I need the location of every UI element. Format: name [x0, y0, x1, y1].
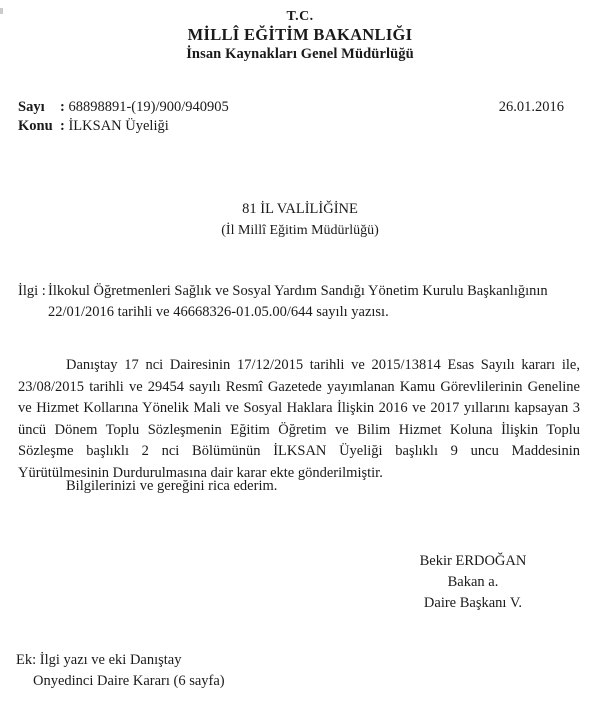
document-date: 26.01.2016 [498, 99, 564, 115]
sayi-colon: : [60, 99, 65, 115]
signature-on-behalf: Bakan a. [447, 574, 499, 590]
addressee-secondary: (İl Millî Eğitim Müdürlüğü) [221, 223, 379, 238]
konu-colon: : [60, 118, 65, 134]
signature-block [355, 551, 591, 614]
attachment-line-1: Ek: İlgi yazı ve eki Danıştay [16, 652, 182, 668]
body-text [18, 355, 580, 484]
reference-block [18, 281, 582, 323]
letterhead-department: İnsan Kaynakları Genel Müdürlüğü [186, 46, 414, 62]
sayi-row [18, 98, 582, 117]
body-paragraph: Danıştay 17 nci Dairesinin 17/12/2015 tarihli ve 2015/13814 Esas Sayılı kararı ile, 23/08/2015 tarihli ve 29454 sayılı Resmî Gazetede yayımlanan Kamu Görevlilerinin Geneline ve Hizmet Kollarına Yönelik Mali ve Sosyal Haklara İlişkin 2016 ve 2017 yıllarını kapsayan 3 üncü Dönem Toplu Sözleşmenin Eğitim Öğretim ve Bilim Hizmet Koluna İlişkin Toplu Sözleşme başlıklı 2 nci Bölümünün İLKSAN Üyeliği başlıklı 9 uncu Maddesinin Yürütülmesinin Durdurulmasına dair karar ekte gönderilmiştir. [18, 357, 580, 481]
closing-line: Bilgilerinizi ve gereğini rica ederim. [66, 478, 278, 494]
konu-label: Konu [18, 118, 53, 134]
reference-line-1: İlkokul Öğretmenleri Sağlık ve Sosyal Yardım Sandığı Yönetim Kurulu Başkanlığının [48, 283, 548, 299]
sayi-value: 68898891-(19)/900/940905 [68, 99, 229, 115]
addressee-primary: 81 İL VALİLİĞİNE [242, 201, 358, 217]
letterhead-ministry: MİLLÎ EĞİTİM BAKANLIĞI [187, 25, 413, 44]
signature-title: Daire Başkanı V. [423, 595, 523, 611]
document-metadata [18, 98, 582, 136]
letterhead [0, 8, 600, 64]
konu-row [18, 117, 582, 136]
konu-value: İLKSAN Üyeliği [68, 118, 169, 134]
attachment-block [16, 650, 436, 692]
reference-body [48, 281, 582, 323]
sayi-label: Sayı [18, 99, 45, 115]
addressee-block [0, 199, 600, 241]
reference-label: İlgi : [18, 283, 46, 299]
letterhead-republic: T.C. [286, 9, 314, 24]
reference-line-2: 22/01/2016 tarihli ve 46668326-01.05.00/644 sayılı yazısı. [48, 304, 389, 320]
signature-name: Bekir ERDOĞAN [419, 553, 527, 569]
attachment-line-2: Onyedinci Daire Kararı (6 sayfa) [33, 673, 225, 689]
